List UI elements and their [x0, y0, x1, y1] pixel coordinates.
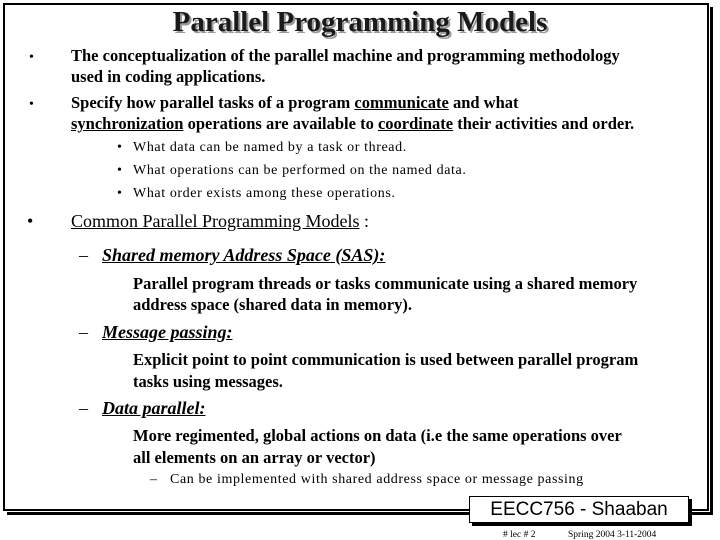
model-name-data-parallel: Data parallel:	[102, 398, 206, 418]
bullet-2-line-2	[71, 114, 634, 134]
common-models-heading	[71, 211, 369, 232]
text-fragment: operations are available to	[183, 114, 378, 133]
model-dp-desc-2: all elements on an array or vector)	[133, 448, 376, 467]
text-fragment: their activities and order.	[453, 114, 635, 133]
model-dp-desc-1: More regimented, global actions on data (i.e the same operations over	[133, 426, 622, 445]
keyword-coordinate: coordinate	[377, 114, 454, 133]
sub-bullet-3: What order exists among these operations.	[133, 186, 396, 201]
sub-bullet-2: What operations can be performed on the named data.	[133, 163, 467, 178]
keyword-communicate: communicate	[354, 93, 449, 112]
model-sas-desc-1: Parallel program threads or tasks communicate using a shared memory	[133, 274, 638, 293]
model-sas-desc-2: address space (shared data in memory).	[133, 295, 412, 314]
bullet-2-line-1	[71, 93, 519, 113]
model-dash: –	[79, 398, 88, 418]
sub-bullet-marker: •	[117, 140, 123, 155]
model-name-message-passing: Message passing:	[102, 322, 233, 342]
model-mp-desc-1: Explicit point to point communication is used between parallel program	[133, 350, 639, 369]
course-badge: EECC756 - Shaaban	[469, 496, 689, 523]
bullet-marker: •	[27, 211, 34, 231]
sub-bullet-1: What data can be named by a task or thread.	[133, 140, 407, 155]
footer-slide-number: # lec # 2	[503, 530, 536, 540]
bullet-marker: •	[29, 50, 34, 65]
bullet-1-line-2: used in coding applications.	[71, 67, 266, 86]
model-name-sas: Shared memory Address Space (SAS):	[102, 245, 386, 265]
note-dash: –	[150, 472, 158, 487]
model-mp-desc-2: tasks using messages.	[133, 372, 283, 391]
bullet-1-line-1: The conceptualization of the parallel machine and programming methodology	[71, 46, 620, 65]
sub-bullet-marker: •	[117, 186, 123, 201]
bullet-marker: •	[29, 97, 34, 112]
text-fragment: Specify how parallel tasks of a program	[71, 93, 355, 112]
footer-date: Spring 2004 3-11-2004	[568, 530, 657, 540]
sub-bullet-marker: •	[117, 163, 123, 178]
common-models-label: Common Parallel Programming Models	[71, 211, 360, 231]
text-fragment: :	[359, 211, 369, 231]
text-fragment: and what	[448, 93, 519, 112]
model-dash: –	[79, 322, 88, 342]
model-dash: –	[79, 245, 88, 265]
model-dp-note: Can be implemented with shared address space or message passing	[170, 472, 584, 487]
slide-title: Parallel Programming Models	[172, 6, 548, 38]
keyword-synchronization: synchronization	[71, 114, 184, 133]
